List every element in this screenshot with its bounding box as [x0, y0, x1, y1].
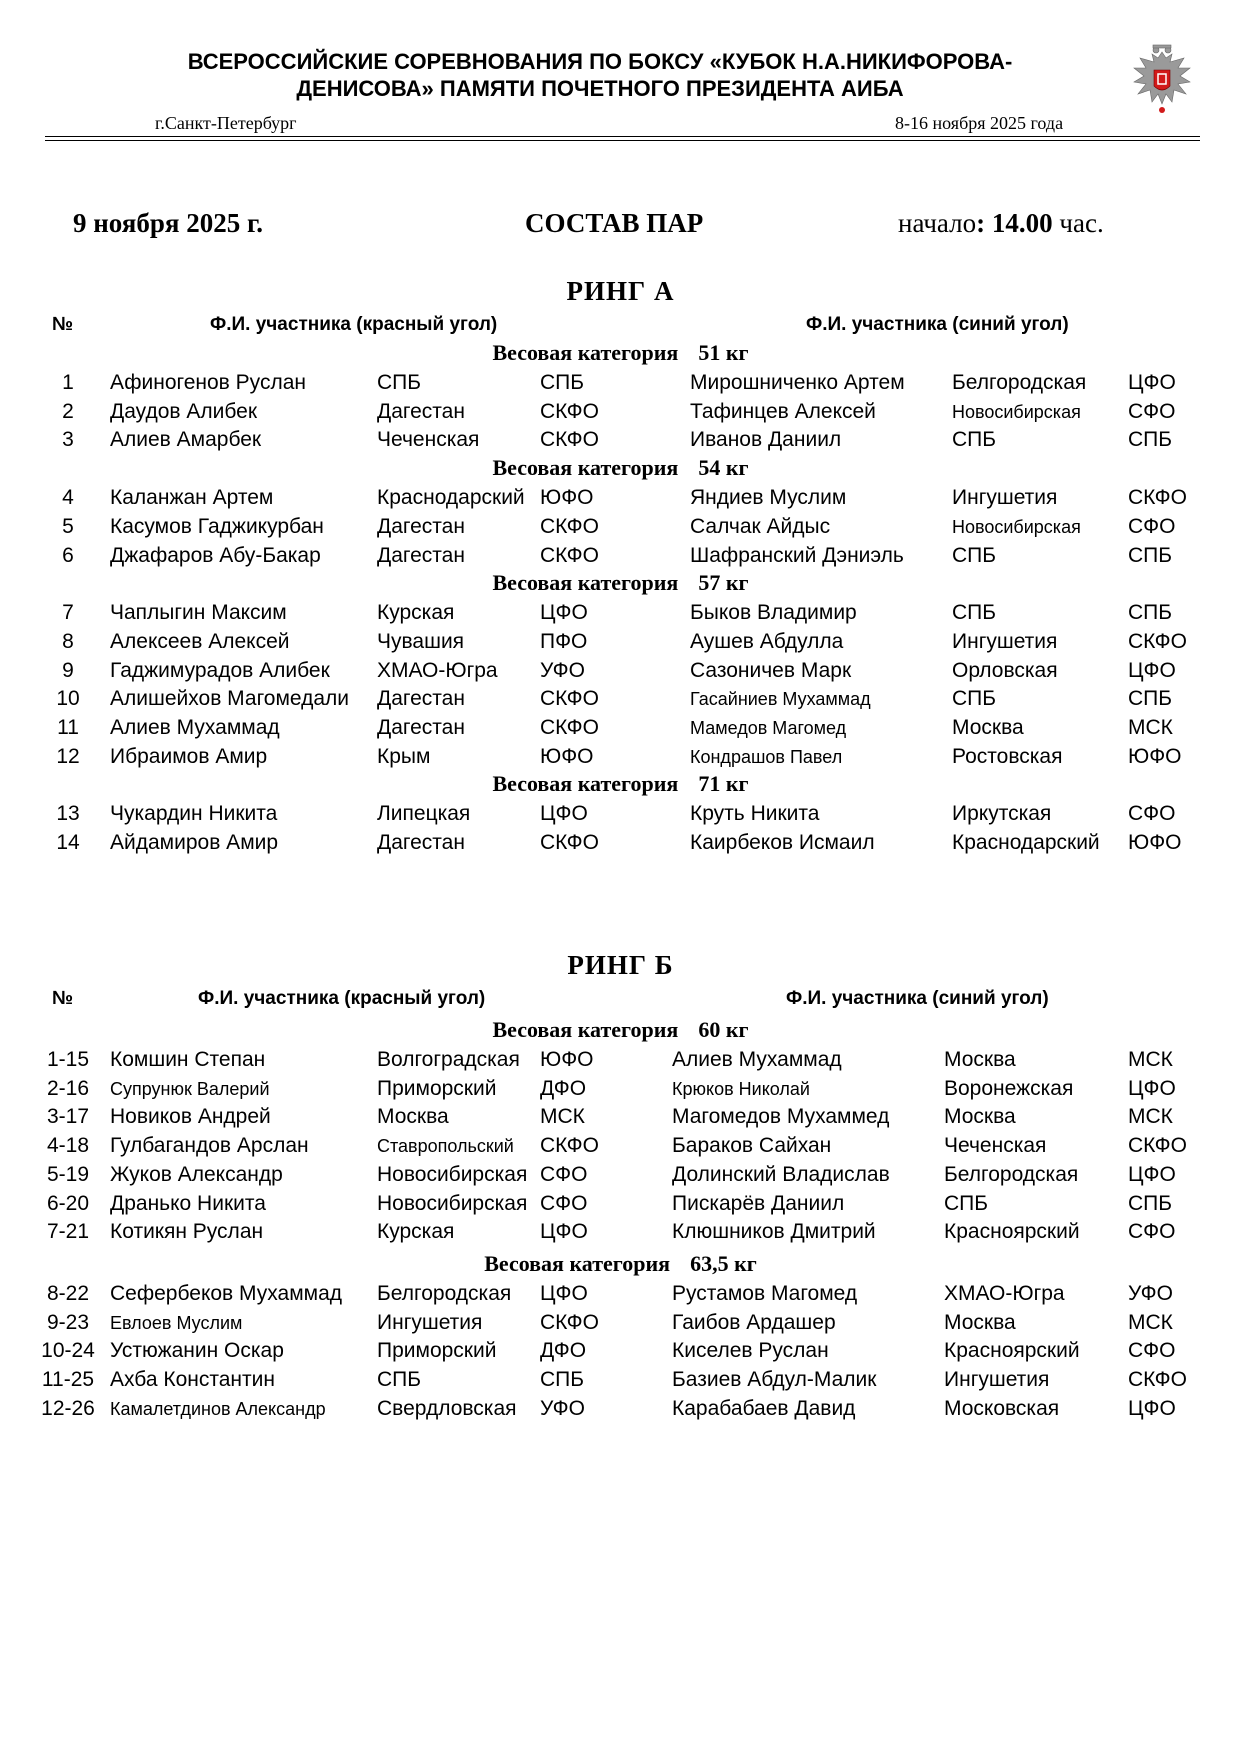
- blue-corner-district: ЦФО: [1128, 1162, 1176, 1186]
- ring-a-title: РИНГ А: [566, 276, 675, 306]
- red-corner-region: Ставропольский: [377, 1136, 514, 1157]
- red-corner-region: Ингушетия: [377, 1310, 483, 1334]
- red-corner-name: Касумов Гаджикурбан: [110, 514, 324, 538]
- blue-corner-name: Салчак Айдыс: [690, 514, 831, 538]
- red-corner-region: Новосибирская: [377, 1191, 528, 1215]
- pair-row: [0, 628, 1241, 656]
- red-corner-name: Котикян Руслан: [110, 1220, 264, 1244]
- blue-corner-region: Белгородская: [944, 1162, 1079, 1186]
- red-corner-district: СКФО: [540, 399, 599, 423]
- pair-row: [0, 800, 1241, 828]
- red-corner-district: ЦФО: [540, 1220, 588, 1244]
- red-corner-district: ДФО: [540, 1339, 587, 1363]
- pair-row: [0, 829, 1241, 857]
- blue-corner-region: СПБ: [944, 1191, 989, 1215]
- blue-corner-district: СКФО: [1128, 1368, 1187, 1391]
- blue-corner-name: Шафранский Дэниэль: [690, 543, 904, 567]
- pair-number: 13: [56, 802, 80, 826]
- blue-corner-region: Москва: [944, 1105, 1016, 1129]
- weight-category-heading: [0, 1251, 1241, 1277]
- pair-row: [0, 426, 1241, 454]
- weight-category-label: Весовая категория: [492, 570, 679, 596]
- pair-row: [0, 542, 1241, 570]
- blue-corner-district: СПБ: [1128, 687, 1173, 711]
- red-corner-district: ДФО: [540, 1076, 587, 1100]
- blue-corner-region: Иркутская: [952, 802, 1052, 826]
- blue-corner-district: СФО: [1128, 1220, 1176, 1244]
- red-corner-name: Сефербеков Мухаммад: [110, 1281, 343, 1305]
- blue-corner-district: ЦФО: [1128, 1076, 1176, 1100]
- blue-corner-region: Московская: [944, 1396, 1060, 1420]
- blue-corner-district: СФО: [1128, 399, 1176, 423]
- red-corner-name: Устюжанин Оскар: [110, 1339, 284, 1363]
- column-header-blue-corner: Ф.И. участника (синий угол): [786, 988, 1049, 1009]
- red-corner-region: Приморский: [377, 1076, 497, 1100]
- blue-corner-name: Пискарёв Даниил: [672, 1191, 845, 1215]
- blue-corner-district: СПБ: [1128, 428, 1173, 452]
- red-corner-district: СКФО: [540, 514, 599, 538]
- pair-number: 9: [62, 658, 74, 682]
- pair-number: 3-17: [46, 1105, 90, 1129]
- blue-corner-district: СПБ: [1128, 601, 1173, 625]
- blue-corner-region: СПБ: [952, 428, 997, 452]
- blue-corner-region: Ингушетия: [952, 629, 1058, 653]
- header-rule: [45, 136, 1200, 137]
- weight-category-value: 54 кг: [698, 455, 749, 481]
- pair-row: [0, 369, 1241, 397]
- pair-number: 7-21: [46, 1220, 90, 1244]
- blue-corner-name: Мамедов Магомед: [690, 718, 847, 738]
- blue-corner-name: Рустамов Магомед: [672, 1281, 858, 1305]
- pair-number: 7: [62, 601, 74, 625]
- federation-emblem-icon: [1128, 44, 1196, 116]
- start-unit: час.: [1052, 208, 1104, 238]
- red-corner-district: ЦФО: [540, 802, 588, 826]
- pair-number: 4-18: [46, 1134, 90, 1158]
- pair-row: [0, 743, 1241, 771]
- blue-corner-district: УФО: [1128, 1281, 1173, 1305]
- red-corner-name: Новиков Андрей: [110, 1105, 271, 1129]
- blue-corner-region: СПБ: [952, 601, 997, 625]
- red-corner-region: Чувашия: [377, 629, 465, 653]
- pair-row: [0, 657, 1241, 685]
- pair-row: [0, 714, 1241, 742]
- blue-corner-region: Москва: [944, 1310, 1016, 1334]
- red-corner-region: Новосибирская: [377, 1162, 528, 1186]
- red-corner-region: Дагестан: [377, 716, 465, 739]
- header-rule-thin: [45, 140, 1200, 141]
- blue-corner-name: Иванов Даниил: [690, 428, 842, 452]
- pair-number: 11-25: [41, 1368, 95, 1391]
- red-corner-region: Белгородская: [377, 1281, 512, 1305]
- blue-corner-district: СФО: [1128, 1339, 1176, 1363]
- red-corner-name: Айдамиров Амир: [110, 831, 279, 855]
- red-corner-region: Москва: [377, 1105, 449, 1129]
- red-corner-name: Даудов Алибек: [110, 399, 258, 423]
- red-corner-region: ХМАО-Югра: [377, 658, 498, 682]
- pair-number: 9-23: [46, 1310, 90, 1334]
- blue-corner-name: Алиев Мухаммад: [672, 1048, 842, 1071]
- pair-number: 2: [62, 399, 74, 423]
- red-corner-district: СПБ: [540, 371, 585, 394]
- pair-row: [0, 1190, 1241, 1218]
- red-corner-region: Приморский: [377, 1339, 497, 1363]
- column-header-number: №: [52, 314, 74, 335]
- weight-category-value: 71 кг: [698, 771, 749, 797]
- pair-number: 6: [62, 543, 74, 567]
- weight-category-value: 63,5 кг: [690, 1250, 757, 1276]
- blue-corner-name: Бараков Сайхан: [672, 1134, 832, 1158]
- pair-number: 4: [62, 486, 74, 510]
- blue-corner-name: Крюков Николай: [672, 1078, 810, 1099]
- pair-number: 5-19: [46, 1162, 90, 1186]
- red-corner-region: Курская: [377, 601, 455, 625]
- blue-corner-district: МСК: [1128, 1105, 1173, 1129]
- pair-number: 6-20: [46, 1191, 90, 1215]
- weight-category-heading: [0, 340, 1241, 366]
- blue-corner-region: СПБ: [952, 687, 997, 711]
- pair-row: [0, 685, 1241, 713]
- blue-corner-region: СПБ: [952, 543, 997, 567]
- red-corner-district: ЮФО: [540, 744, 594, 768]
- weight-category-heading: [0, 455, 1241, 481]
- blue-corner-region: Москва: [952, 716, 1024, 739]
- pair-number: 1: [62, 371, 74, 394]
- blue-corner-district: СКФО: [1128, 1134, 1187, 1158]
- competition-title: [120, 48, 1080, 102]
- weight-category-heading: [0, 771, 1241, 797]
- blue-corner-district: ЦФО: [1128, 1396, 1176, 1420]
- blue-corner-district: ЦФО: [1128, 658, 1176, 682]
- red-corner-region: Дагестан: [377, 687, 465, 711]
- red-corner-region: Липецкая: [377, 802, 471, 826]
- pair-row: [0, 599, 1241, 627]
- red-corner-region: Крым: [377, 744, 431, 768]
- blue-corner-name: Киселев Руслан: [672, 1339, 829, 1363]
- pairs-title: СОСТАВ ПАР: [525, 208, 704, 238]
- pair-row: [0, 398, 1241, 426]
- red-corner-region: Курская: [377, 1220, 455, 1244]
- pair-number: 8: [62, 629, 74, 653]
- competition-title-line1: ВСЕРОССИЙСКИЕ СОРЕВНОВАНИЯ ПО БОКСУ «КУБОК Н.А.НИКИФОРОВА-: [187, 49, 1013, 74]
- red-corner-district: МСК: [540, 1105, 585, 1129]
- red-corner-name: Алиев Мухаммад: [110, 716, 280, 739]
- pair-number: 8-22: [46, 1281, 90, 1305]
- red-corner-district: СКФО: [540, 428, 599, 452]
- red-corner-name: Евлоев Муслим: [110, 1312, 243, 1333]
- red-corner-region: Дагестан: [377, 831, 465, 855]
- red-corner-name: Чаплыгин Максим: [110, 601, 287, 625]
- blue-corner-region: Краснодарский: [952, 831, 1100, 855]
- blue-corner-name: Тафинцев Алексей: [690, 399, 876, 423]
- blue-corner-region: Новосибирская: [952, 516, 1081, 537]
- column-header-red-corner: Ф.И. участника (красный угол): [210, 314, 498, 335]
- pair-row: [0, 1075, 1241, 1103]
- column-header-blue-corner: Ф.И. участника (синий угол): [806, 314, 1069, 335]
- pair-number: 11: [57, 716, 79, 739]
- blue-corner-name: Мирошниченко Артем: [690, 371, 905, 394]
- blue-corner-name: Гасайниев Мухаммад: [690, 689, 871, 710]
- red-corner-region: Дагестан: [377, 543, 465, 567]
- red-corner-district: СКФО: [540, 687, 599, 711]
- blue-corner-region: Белгородская: [952, 371, 1087, 394]
- red-corner-district: СКФО: [540, 716, 599, 739]
- pair-row: [0, 1103, 1241, 1131]
- pair-number: 5: [62, 514, 74, 538]
- red-corner-region: Свердловская: [377, 1396, 517, 1420]
- red-corner-district: СПБ: [540, 1368, 585, 1391]
- red-corner-district: ЮФО: [540, 1048, 594, 1071]
- pair-row: [0, 484, 1241, 512]
- blue-corner-region: Чеченская: [944, 1134, 1047, 1158]
- red-corner-name: Каланжан Артем: [110, 486, 274, 510]
- blue-corner-district: СФО: [1128, 514, 1176, 538]
- red-corner-name: Гулбагандов Арслан: [110, 1134, 309, 1158]
- red-corner-district: УФО: [540, 658, 585, 682]
- red-corner-district: УФО: [540, 1396, 585, 1420]
- blue-corner-name: Быков Владимир: [690, 601, 857, 625]
- red-corner-district: ПФО: [540, 629, 588, 653]
- blue-corner-name: Карабабаев Давид: [672, 1396, 856, 1420]
- blue-corner-name: Сазоничев Марк: [690, 658, 852, 682]
- pair-number: 2-16: [46, 1076, 90, 1100]
- red-corner-name: Алишейхов Магомедали: [110, 687, 350, 711]
- blue-corner-district: СПБ: [1128, 1191, 1173, 1215]
- blue-corner-district: СФО: [1128, 802, 1176, 826]
- pair-number: 12: [56, 744, 80, 768]
- blue-corner-district: СПБ: [1128, 543, 1173, 567]
- weight-category-heading: [0, 570, 1241, 596]
- pair-row: [0, 1366, 1241, 1394]
- weight-category-label: Весовая категория: [484, 1250, 671, 1276]
- red-corner-region: Дагестан: [377, 514, 465, 538]
- red-corner-district: СФО: [540, 1191, 588, 1215]
- red-corner-name: Дранько Никита: [110, 1191, 266, 1215]
- red-corner-region: Волгоградская: [377, 1048, 520, 1071]
- weight-category-heading: [0, 1017, 1241, 1043]
- column-header-number: №: [52, 988, 74, 1009]
- blue-corner-district: ЮФО: [1128, 831, 1182, 855]
- weight-category-label: Весовая категория: [492, 1017, 679, 1042]
- pair-row: [0, 1309, 1241, 1337]
- blue-corner-region: Москва: [944, 1048, 1016, 1071]
- red-corner-district: ЦФО: [540, 601, 588, 625]
- blue-corner-name: Кондрашов Павел: [690, 746, 843, 767]
- red-corner-name: Гаджимурадов Алибек: [110, 658, 330, 682]
- blue-corner-region: Ингушетия: [952, 486, 1058, 510]
- red-corner-name: Джафаров Абу-Бакар: [110, 543, 321, 567]
- red-corner-name: Чукардин Никита: [110, 802, 278, 826]
- ring-b-title: РИНГ Б: [567, 950, 674, 980]
- red-corner-region: Дагестан: [377, 399, 465, 423]
- blue-corner-region: Красноярский: [944, 1220, 1080, 1244]
- weight-category-label: Весовая категория: [492, 455, 679, 481]
- pair-row: [0, 1132, 1241, 1160]
- red-corner-district: СКФО: [540, 831, 599, 855]
- blue-corner-region: Новосибирская: [952, 401, 1081, 422]
- red-corner-district: ЮФО: [540, 486, 594, 510]
- competition-title-line2: ДЕНИСОВА» ПАМЯТИ ПОЧЕТНОГО ПРЕЗИДЕНТА АИБА: [296, 76, 904, 101]
- blue-corner-region: Красноярский: [944, 1339, 1080, 1363]
- blue-corner-name: Магомедов Мухаммед: [672, 1105, 890, 1129]
- column-header-red-corner: Ф.И. участника (красный угол): [198, 988, 486, 1009]
- bout-date: 9 ноября 2025 г.: [73, 208, 263, 238]
- pair-number: 1-15: [46, 1048, 90, 1071]
- blue-corner-region: ХМАО-Югра: [944, 1281, 1065, 1305]
- pair-row: [0, 1161, 1241, 1189]
- blue-corner-district: ЮФО: [1128, 744, 1182, 768]
- blue-corner-district: ЦФО: [1128, 371, 1176, 394]
- header-city: г.Санкт-Петербург: [155, 113, 297, 133]
- red-corner-district: СКФО: [540, 543, 599, 567]
- weight-category-value: 60 кг: [698, 1017, 749, 1042]
- start-time-value: : 14.00: [976, 208, 1053, 238]
- start-label: начало: [898, 208, 977, 238]
- blue-corner-name: Круть Никита: [690, 802, 820, 826]
- red-corner-region: СПБ: [377, 1368, 422, 1391]
- weight-category-value: 57 кг: [698, 570, 749, 596]
- red-corner-district: ЦФО: [540, 1281, 588, 1305]
- red-corner-name: Супрунюк Валерий: [110, 1078, 270, 1099]
- blue-corner-district: СКФО: [1128, 629, 1187, 653]
- blue-corner-region: Ингушетия: [944, 1368, 1050, 1391]
- blue-corner-district: МСК: [1128, 1048, 1173, 1071]
- pair-number: 10: [56, 687, 80, 711]
- pair-row: [0, 1218, 1241, 1246]
- blue-corner-region: Ростовская: [952, 744, 1063, 768]
- red-corner-name: Камалетдинов Александр: [110, 1398, 326, 1419]
- pair-number: 3: [62, 428, 74, 452]
- blue-corner-district: МСК: [1128, 1310, 1173, 1334]
- red-corner-region: Краснодарский: [377, 486, 525, 510]
- weight-category-label: Весовая категория: [492, 340, 679, 365]
- weight-category-value: 51 кг: [698, 340, 749, 365]
- pair-row: [0, 1337, 1241, 1365]
- red-corner-region: Чеченская: [377, 428, 480, 452]
- pair-row: [0, 1280, 1241, 1308]
- red-corner-name: Ахба Константин: [110, 1368, 275, 1391]
- red-corner-region: СПБ: [377, 371, 422, 394]
- red-corner-district: СКФО: [540, 1134, 599, 1158]
- blue-corner-district: СКФО: [1128, 486, 1187, 510]
- blue-corner-name: Каирбеков Исмаил: [690, 831, 875, 855]
- red-corner-name: Ибраимов Амир: [110, 744, 268, 768]
- blue-corner-name: Клюшников Дмитрий: [672, 1220, 876, 1244]
- pair-number: 10-24: [41, 1339, 95, 1363]
- blue-corner-name: Долинский Владислав: [672, 1162, 890, 1186]
- red-corner-name: Алиев Амарбек: [110, 428, 262, 452]
- pair-number: 12-26: [41, 1396, 95, 1420]
- blue-corner-name: Аушев Абдулла: [690, 629, 844, 653]
- pair-row: [0, 1395, 1241, 1423]
- pair-row: [0, 513, 1241, 541]
- header-dates: 8-16 ноября 2025 года: [895, 113, 1064, 133]
- red-corner-name: Афиногенов Руслан: [110, 371, 306, 394]
- red-corner-name: Жуков Александр: [110, 1162, 283, 1186]
- red-corner-name: Комшин Степан: [110, 1048, 266, 1071]
- pair-number: 14: [56, 831, 80, 855]
- weight-category-label: Весовая категория: [492, 771, 679, 797]
- blue-corner-region: Орловская: [952, 658, 1058, 682]
- pair-row: [0, 1046, 1241, 1074]
- blue-corner-name: Базиев Абдул-Малик: [672, 1368, 877, 1391]
- red-corner-district: СКФО: [540, 1310, 599, 1334]
- blue-corner-district: МСК: [1128, 716, 1173, 739]
- blue-corner-name: Яндиев Муслим: [690, 486, 847, 510]
- blue-corner-name: Гаибов Ардашер: [672, 1310, 836, 1334]
- red-corner-district: СФО: [540, 1162, 588, 1186]
- start-time: [898, 208, 1104, 239]
- blue-corner-region: Воронежская: [944, 1076, 1074, 1100]
- red-corner-name: Алексеев Алексей: [110, 629, 290, 653]
